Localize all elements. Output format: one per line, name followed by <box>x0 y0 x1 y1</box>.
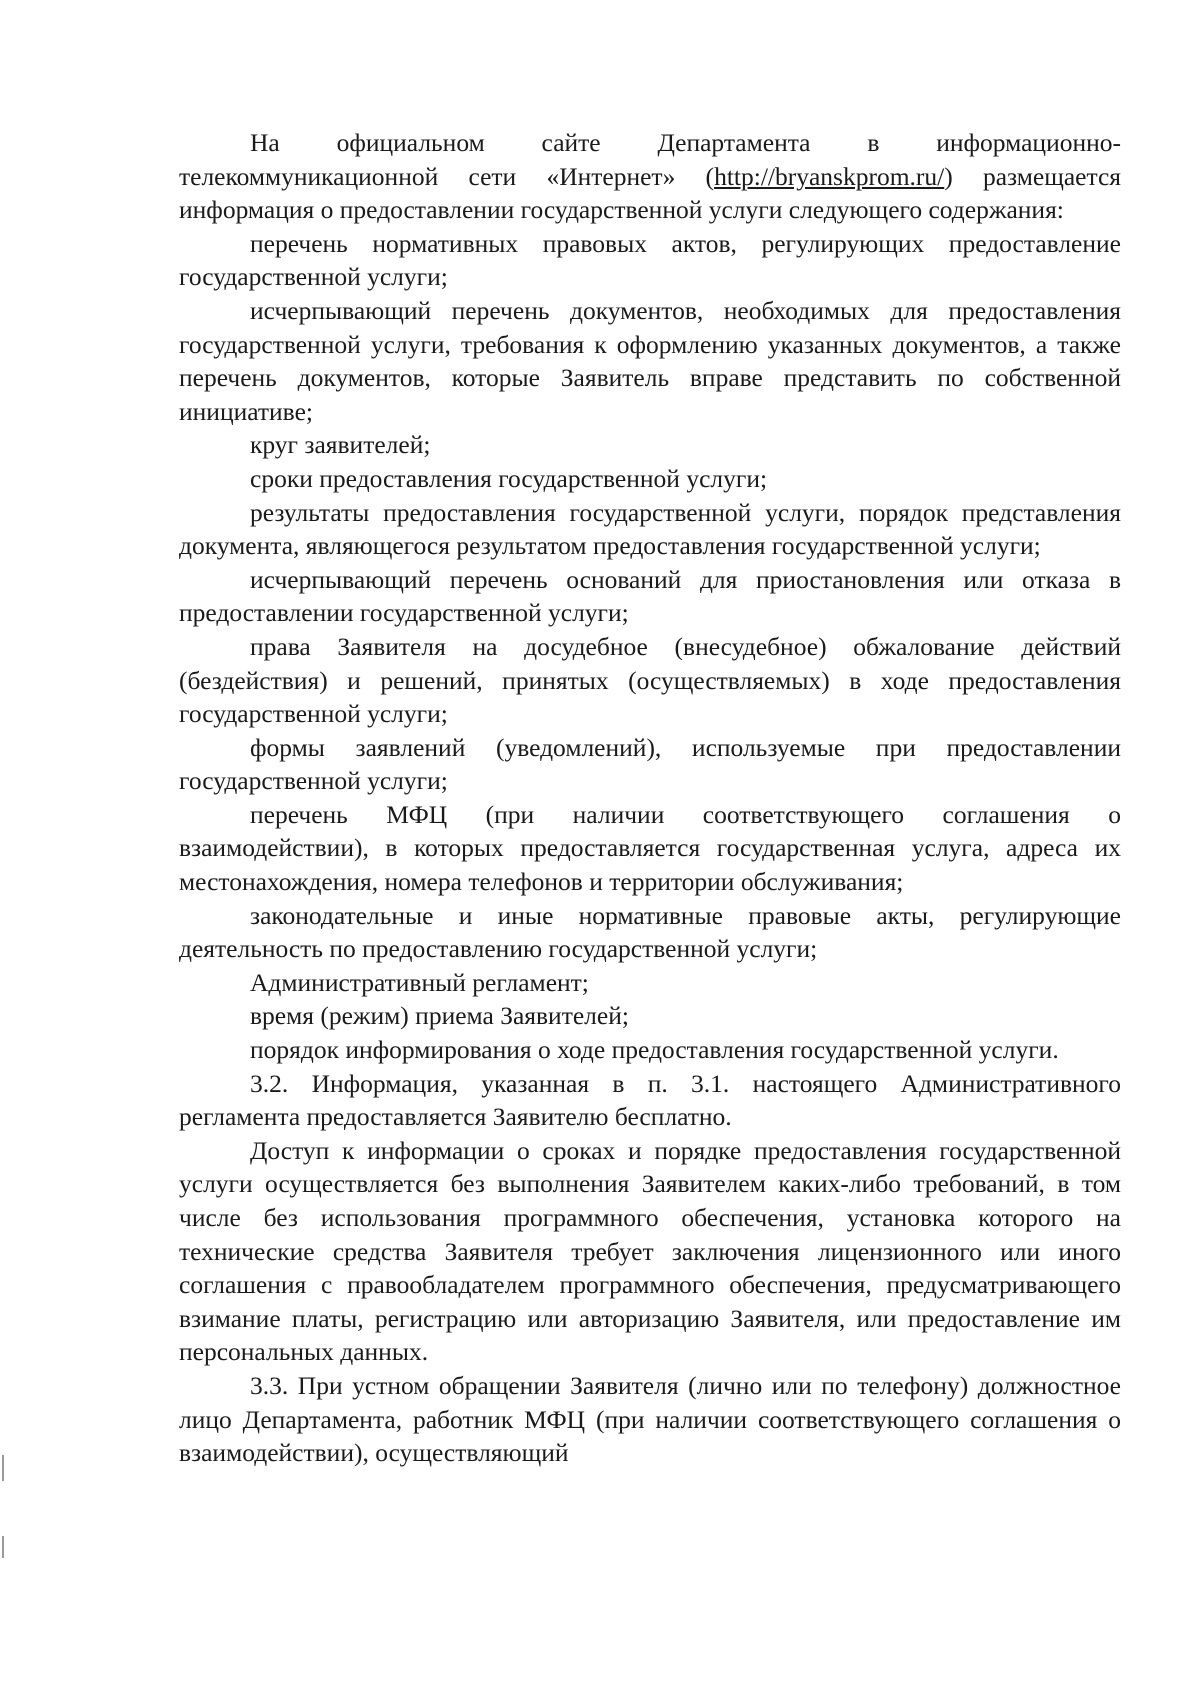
list-item: исчерпывающий перечень документов, необходимых для предоставления государственной услуги, требования к оформлению указанных документов, а также перечень документов, которые Заявитель вправе представить по собственной инициативе; <box>179 295 1121 426</box>
paragraph: 3.3. При устном обращении Заявителя (лично или по телефону) должностное лицо Департамента, работник МФЦ (при наличии соответствующего соглашения о взаимодействии), осуществляющий <box>179 1370 1121 1468</box>
list-item: перечень нормативных правовых актов, регулирующих предоставление государственной услуги; <box>179 228 1121 292</box>
scan-edge-mark <box>2 1455 4 1481</box>
list-item: исчерпывающий перечень оснований для приостановления или отказа в предоставлении государственной услуги; <box>179 564 1121 628</box>
list-item: результаты предоставления государственной услуги, порядок представления документа, являющегося результатом предоставления государственной услуги; <box>179 497 1121 561</box>
list-item: права Заявителя на досудебное (внесудебное) обжалование действий (бездействия) и решений, принятых (осуществляемых) в ходе предоставления государственной услуги; <box>179 631 1121 729</box>
list-item: законодательные и иные нормативные правовые акты, регулирующие деятельность по предоставлению государственной услуги; <box>179 900 1121 964</box>
list-item: сроки предоставления государственной услуги; <box>250 463 768 493</box>
document-body <box>179 126 1121 1470</box>
website-link[interactable]: http://bryanskprom.ru/ <box>714 161 945 191</box>
paragraph: 3.2. Информация, указанная в п. 3.1. настоящего Административного регламента предоставляется Заявителю бесплатно. <box>179 1068 1121 1132</box>
list-item: время (режим) приема Заявителей; <box>250 1001 629 1031</box>
list-item: перечень МФЦ (при наличии соответствующего соглашения о взаимодействии), в которых предоставляется государственная услуга, адреса их местонахождения, номера телефонов и территории обслуживания; <box>179 799 1121 897</box>
list-item: формы заявлений (уведомлений), используемые при предоставлении государственной услуги; <box>179 732 1121 796</box>
paragraph-text: На официальном сайте Департамента в информационно-телекоммуникационной сети «Интернет» ( <box>179 128 1121 191</box>
paragraph-text: ) размещается информация о предоставлении государственной услуги следующего содержания: <box>179 161 1121 225</box>
scan-edge-mark <box>2 1536 4 1558</box>
paragraph: Доступ к информации о сроках и порядке предоставления государственной услуги осуществляется без выполнения Заявителем каких-либо требований, в том числе без использования программного обеспечения, установка которого на технические средства Заявителя требует заключения лицензионного или иного соглашения с правообладателем программного обеспечения, предусматривающего взимание платы, регистрацию или авторизацию Заявителя, или предоставление им персональных данных. <box>179 1135 1121 1367</box>
list-item: круг заявителей; <box>250 430 431 460</box>
paragraph <box>179 126 1121 227</box>
list-item: Административный регламент; <box>250 967 589 997</box>
list-item: порядок информирования о ходе предоставления государственной услуги. <box>250 1035 1059 1065</box>
